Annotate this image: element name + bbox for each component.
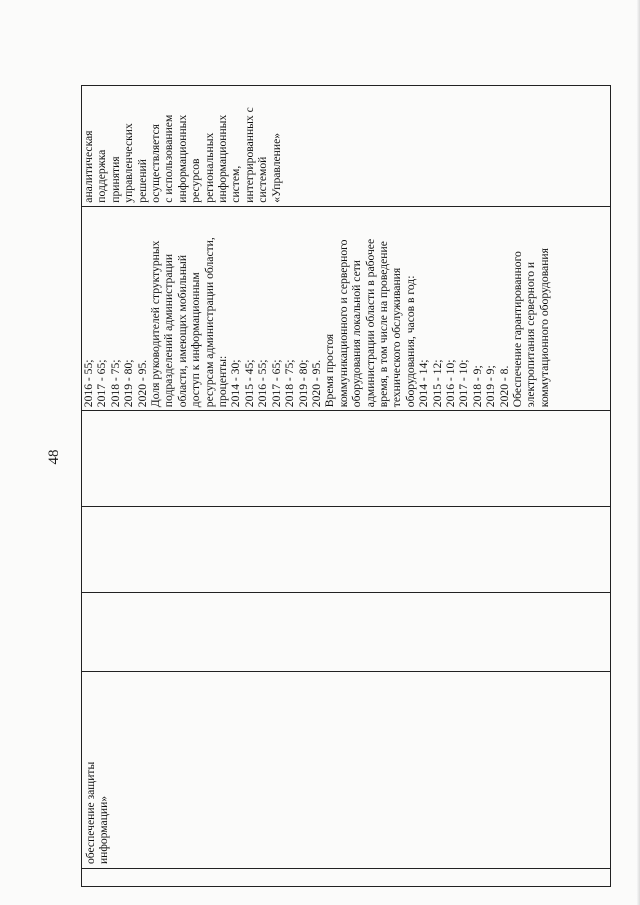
indicators-cell-text: 2016 - 55; 2017 - 65; 2018 - 75; 2019 - 80; 2020 - 95. Доля руководителей структурных подразделений администрации области, имеющих мобильный доступ к информационным ресурсам администрации области, проценты: 2014 - 30; 2015 - 45; 2016 - 55; 2017 - 65; 2018 - 75; 2019 - 80; 2020 - 95. Время простоя коммуникационного и серверного оборудования локальной сети администрации области в рабочее время, в том числе на проведение технического обслуживания оборудования, часов в год: 2014 - 14; 2015 - 12; 2016 - 10; 2017 - 10; 2018 - 9; 2019 - 9; 2020 - 8. Обеспечение гарантированного электропитания серверного и коммутационного оборудования <box>82 237 551 408</box>
table-column-index <box>82 868 610 886</box>
page-number: 48 <box>46 449 62 465</box>
table-column-4 <box>82 506 610 592</box>
table-column-task <box>82 671 610 869</box>
table-column-results <box>82 86 610 206</box>
scan-edge-shadow <box>636 0 640 905</box>
table-column-indicators <box>82 206 610 410</box>
table-column-3 <box>82 592 610 671</box>
task-cell-text: обеспечение защиты информации» <box>84 761 111 865</box>
program-table <box>81 85 611 887</box>
table-column-5 <box>82 410 610 506</box>
table-container <box>81 85 611 887</box>
results-cell-text: аналитическая поддержка принятия управленческих решений осуществляется с использованием информационных ресурсов региональных информационных систем, интегрированных с системой «Управление» <box>82 107 283 203</box>
